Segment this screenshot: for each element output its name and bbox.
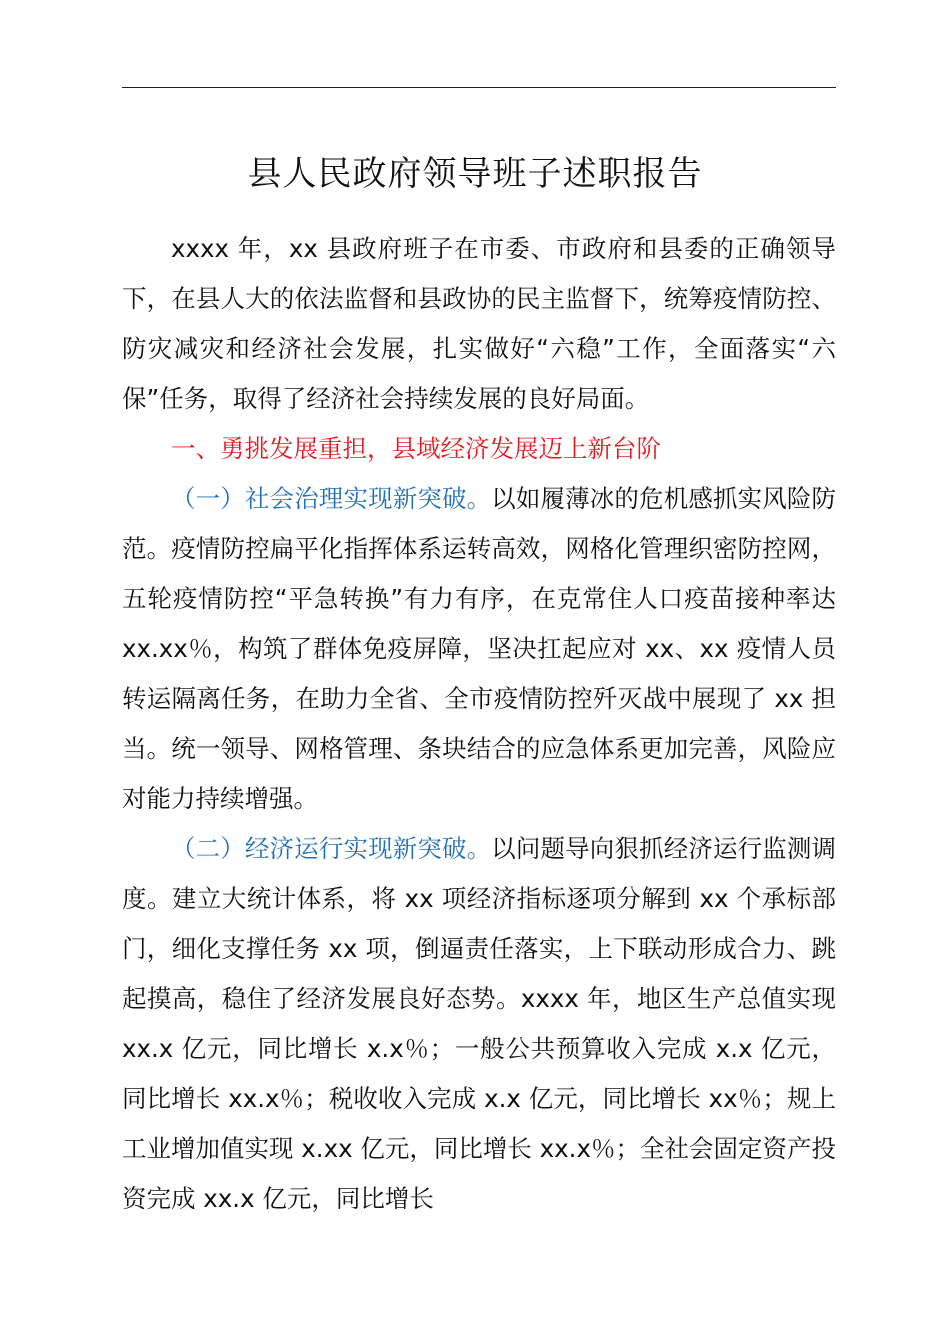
intro-paragraph: xxxx 年，xx 县政府班子在市委、市政府和县委的正确领导下，在县人大的依法监督和县政协的民主监督下，统筹疫情防控、防灾减灾和经济社会发展，扎实做好“六稳”工作，全面落实“六保”任务，取得了经济社会持续发展的良好局面。 bbox=[122, 234, 836, 413]
text-social-governance: 以如履薄冰的危机感抓实风险防范。疫情防控扁平化指挥体系运转高效，网格化管理织密防控网，五轮疫情防控“平急转换”有力有序，在克常住人口疫苗接种率达 xx.xx％，构筑了群体免疫屏障，坚决扛起应对 xx、xx 疫情人员转运隔离任务，在助力全省、全市疫情防控歼灭战中展现了 xx 担当。统一领导、网格管理、条块结合的应急体系更加完善，风险应对能力持续增强。 bbox=[122, 484, 836, 813]
section-heading: 一、勇挑发展重担，县域经济发展迈上新台阶 bbox=[171, 434, 661, 463]
document-title: 县人民政府领导班子述职报告 bbox=[247, 154, 703, 194]
paragraph-economic-operation bbox=[122, 824, 836, 1224]
subheading-social-governance: （一）社会治理实现新突破。 bbox=[171, 484, 492, 513]
text-economic-operation: 以问题导向狠抓经济运行监测调度。建立大统计体系，将 xx 项经济指标逐项分解到 xx 个承标部门，细化支撑任务 xx 项，倒逼责任落实，上下联动形成合力、跳起摸高，稳住了经济发展良好态势。xxxx 年，地区生产总值实现 xx.x 亿元，同比增长 x.x％；一般公共预算收入完成 x.x 亿元，同比增长 xx.x％；税收收入完成 x.x 亿元，同比增长 xx％；规上工业增加值实现 x.xx 亿元，同比增长 xx.x％；全社会固定资产投资完成 xx.x 亿元，同比增长 bbox=[122, 834, 836, 1213]
paragraph-social-governance bbox=[122, 474, 836, 824]
document-body bbox=[122, 224, 836, 1224]
header-rule bbox=[122, 87, 836, 88]
subheading-economic-operation: （二）经济运行实现新突破。 bbox=[171, 834, 492, 863]
